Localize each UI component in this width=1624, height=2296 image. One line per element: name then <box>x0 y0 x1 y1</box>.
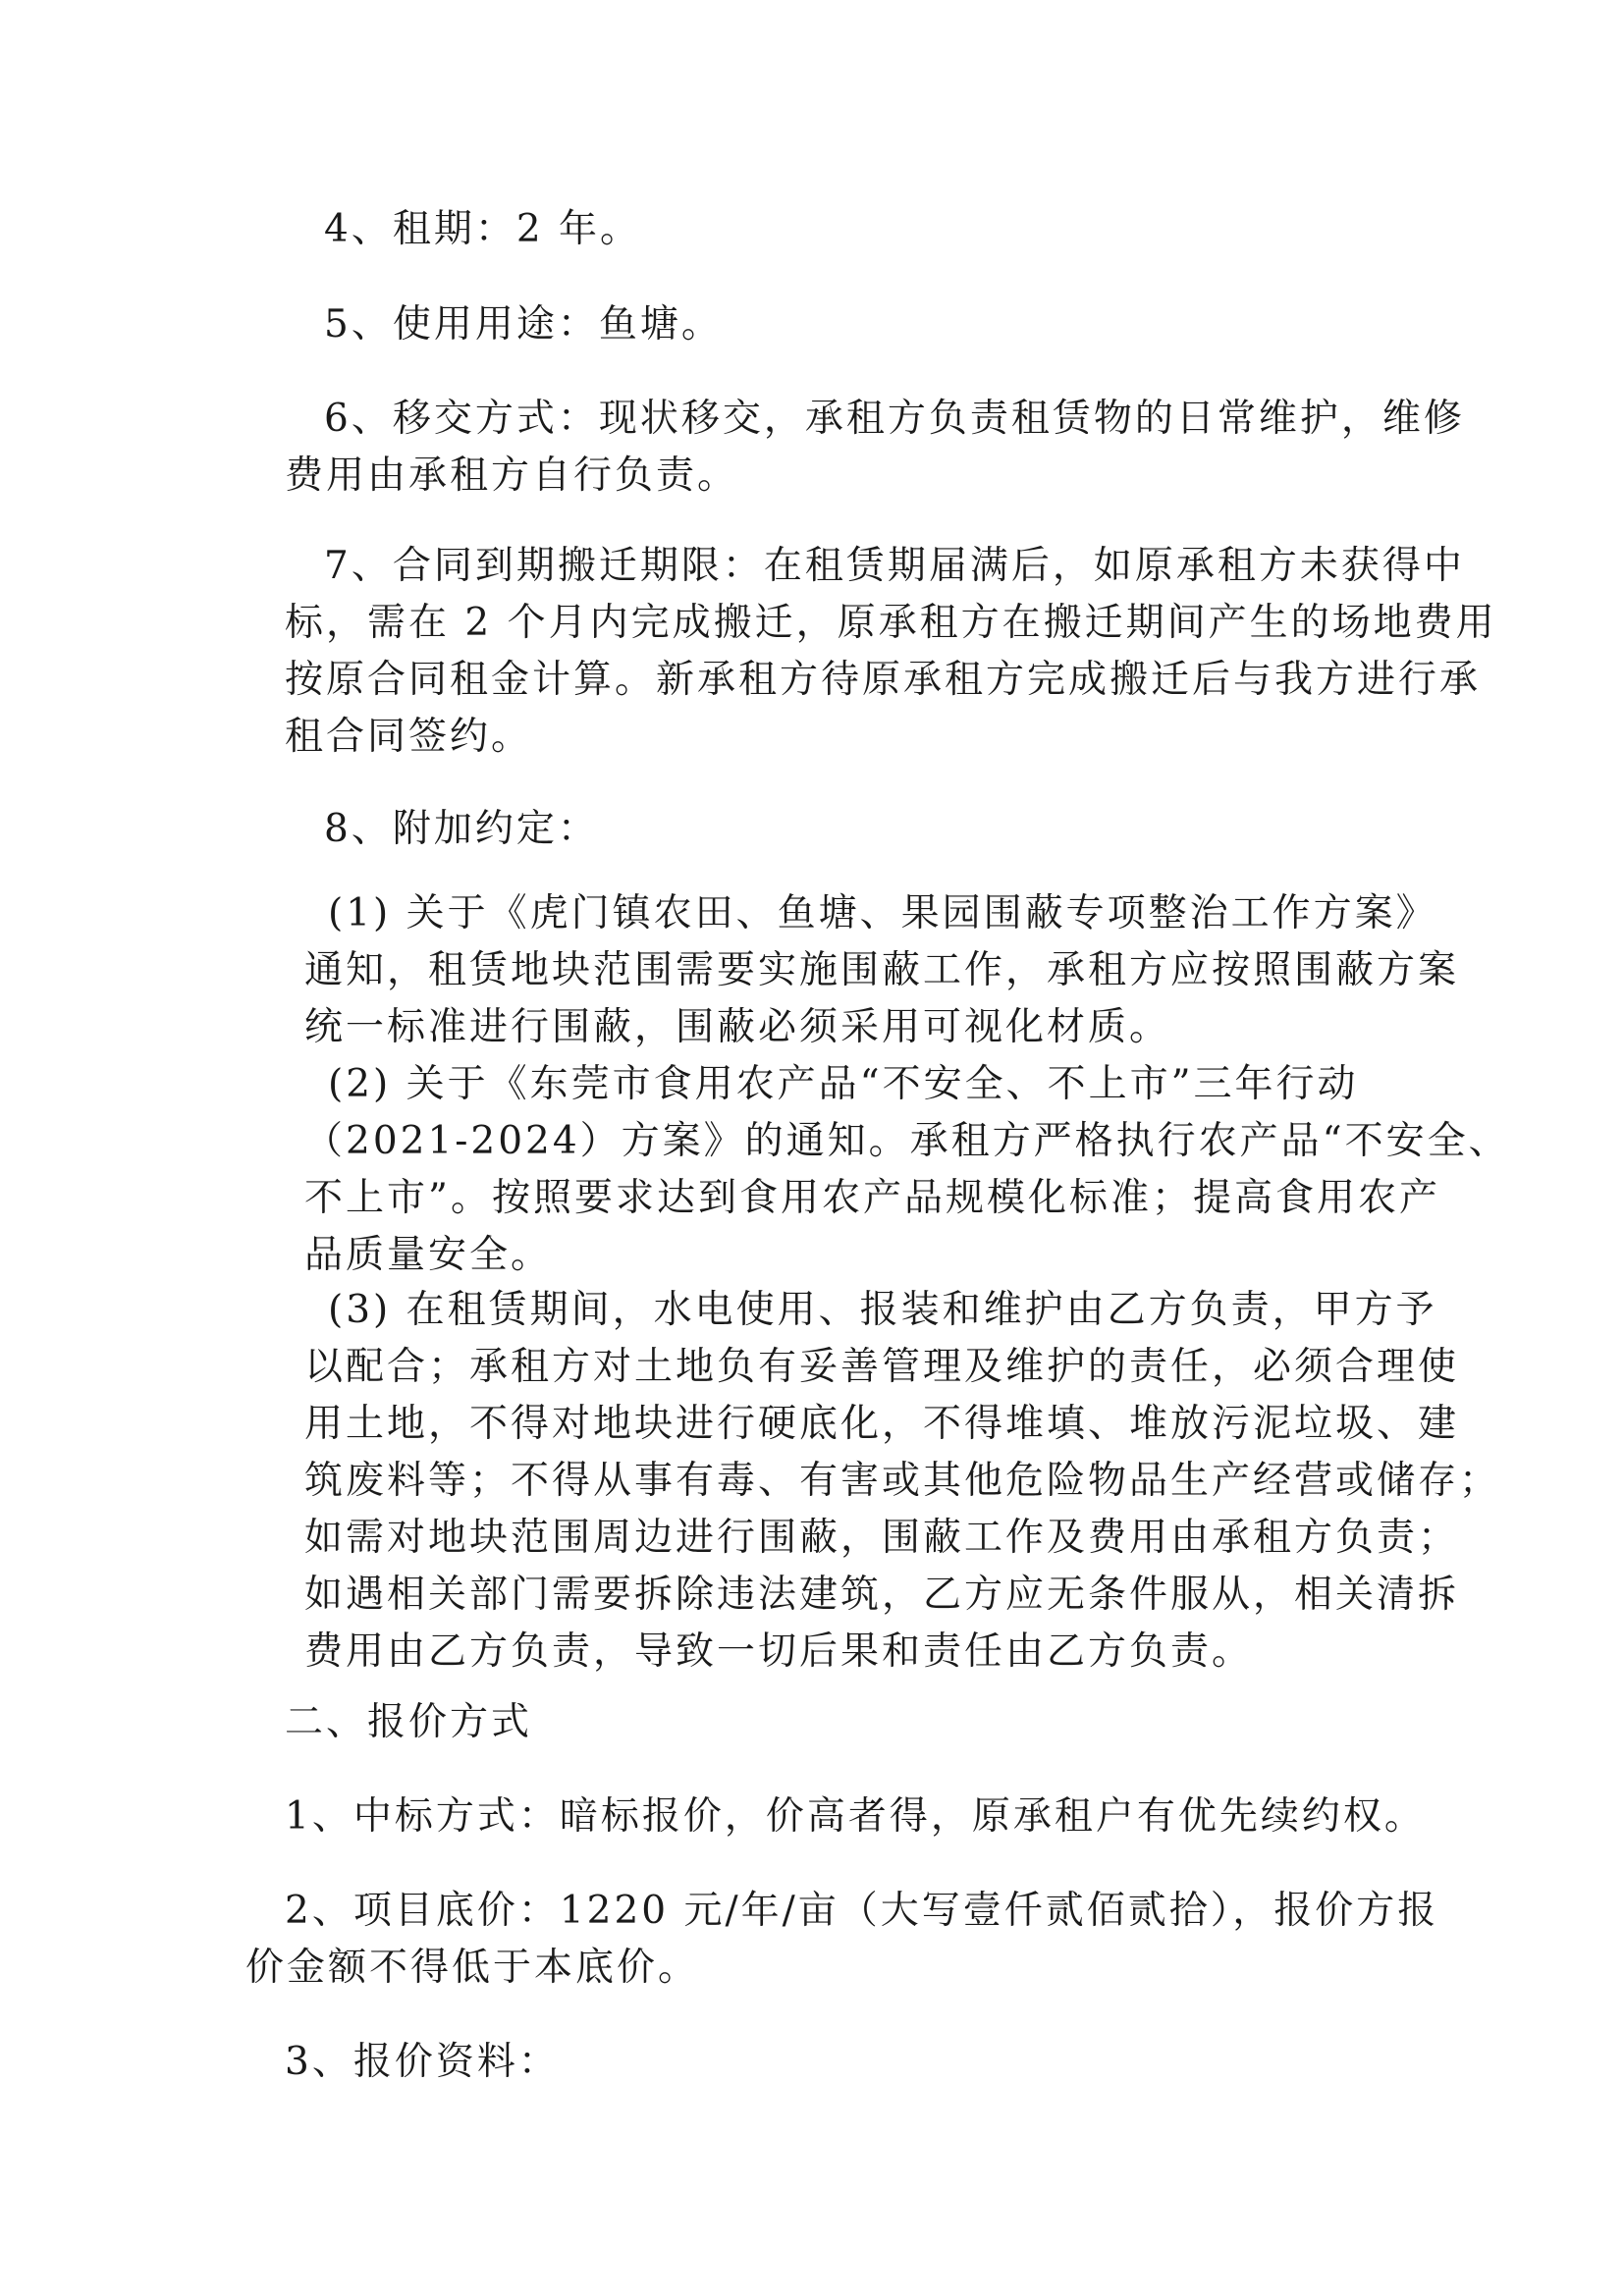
text-line: 费用由乙方负责，导致一切后果和责任由乙方负责。 <box>304 1629 1254 1674</box>
text-line: 用土地，不得对地块进行硬底化，不得堆填、堆放污泥垃圾、建 <box>304 1402 1460 1446</box>
text-line: 品质量安全。 <box>304 1233 553 1277</box>
text-line: 6、移交方式：现状移交，承租方负责租赁物的日常维护，维修 <box>324 397 1465 441</box>
clause-bid-method <box>285 1789 1426 1845</box>
clause-usage <box>324 296 723 353</box>
clause-quotation-materials <box>285 2034 560 2091</box>
text-line: 7、合同到期搬迁期限：在租赁期届满后，如原承租方未获得中 <box>324 544 1465 588</box>
text-line: 价金额不得低于本底价。 <box>245 1946 700 1990</box>
text-line: 统一标准进行围蔽，围蔽必须采用可视化材质。 <box>304 1005 1171 1049</box>
text-line: 不上市”。按照要求达到食用农产品规模化标准；提高食用农产 <box>304 1176 1440 1220</box>
text-line: 费用由承租方自行负责。 <box>285 454 739 498</box>
text-line: 按原合同租金计算。新承租方待原承租方完成搬迁后与我方进行承 <box>285 658 1482 702</box>
text-line: (3) 在租赁期间，水电使用、报装和维护由乙方负责，甲方予 <box>328 1288 1437 1332</box>
text-line: 2、项目底价：1220 元/年/亩（大写壹仟贰佰贰拾），报价方报 <box>285 1889 1439 1933</box>
section-heading-quotation <box>285 1694 532 1751</box>
clause-handover <box>285 391 1465 505</box>
text-line: 如遇相关部门需要拆除违法建筑，乙方应无条件服从，相关清拆 <box>304 1573 1460 1617</box>
text-line: 通知，租赁地块范围需要实施围蔽工作，承租方应按照围蔽方案 <box>304 948 1460 992</box>
text-line: 标，需在 2 个月内完成搬迁，原承租方在搬迁期间产生的场地费用 <box>285 601 1497 645</box>
clause-reserve-price <box>245 1883 1438 1997</box>
text-line: 3、报价资料： <box>285 2040 560 2084</box>
text-line: 4、租期：2 年。 <box>324 207 642 251</box>
text-line: (2) 关于《东莞市食用农产品“不安全、不上市”三年行动 <box>328 1062 1359 1106</box>
clause-additional <box>324 801 599 858</box>
text-line: 5、使用用途：鱼塘。 <box>324 302 723 347</box>
additional-item-1 <box>304 885 1459 1056</box>
clause-lease-term <box>324 201 641 258</box>
text-line: 二、报价方式 <box>285 1700 533 1744</box>
text-line: （2021-2024）方案》的通知。承租方严格执行农产品“不安全、 <box>304 1119 1510 1163</box>
text-line: 8、附加约定： <box>324 807 599 851</box>
text-line: 筑废料等；不得从事有毒、有害或其他危险物品生产经营或储存； <box>304 1459 1501 1503</box>
text-line: 以配合；承租方对土地负有妥善管理及维护的责任，必须合理使 <box>304 1345 1460 1389</box>
text-line: 如需对地块范围周边进行围蔽，围蔽工作及费用由承租方负责； <box>304 1516 1460 1560</box>
additional-item-3 <box>304 1282 1500 1681</box>
additional-item-2 <box>304 1056 1510 1284</box>
clause-relocation <box>285 538 1497 766</box>
text-line: 1、中标方式：暗标报价，价高者得，原承租户有优先续约权。 <box>285 1794 1426 1839</box>
text-line: (1) 关于《虎门镇农田、鱼塘、果园围蔽专项整治工作方案》 <box>328 891 1437 935</box>
text-line: 租合同签约。 <box>285 715 533 759</box>
